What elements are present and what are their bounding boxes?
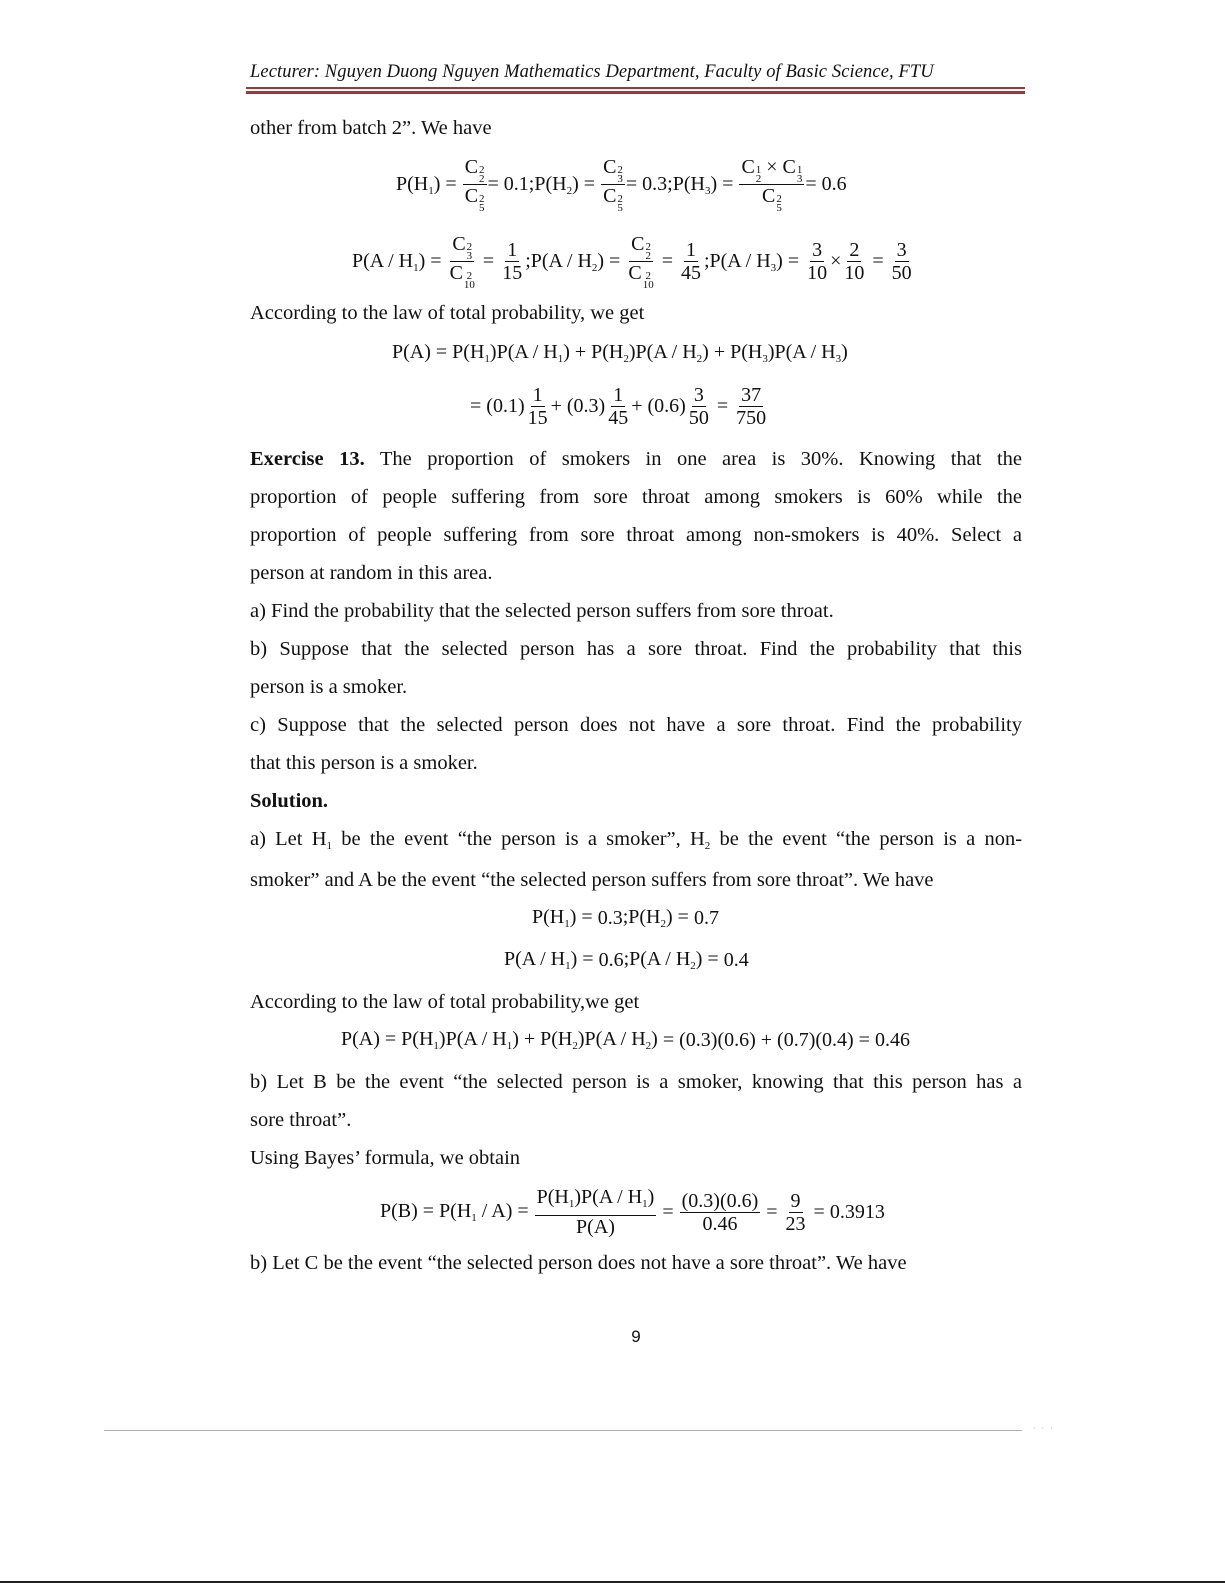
exercise-line-2: proportion of people suffering from sore throat among smokers is 60% while the <box>250 486 1022 508</box>
equation-conditionals-sore-throat: $P(A / H_1)$ = 0.6 ;P(A / $H_2$) = 0.4 <box>504 948 749 972</box>
law-total-probability-text: According to the law of total probability, we get <box>250 302 645 324</box>
question-c-line-1: c) Suppose that the selected person does not have a sore throat. Find the probability <box>250 714 1022 736</box>
bottom-border <box>0 1581 1225 1583</box>
equation-conditional-probabilities: $P(A / H_1)$ = C 2 3 C 2 10 = $\frac{1}{15}$ ;P(A / $H_2$) = C 2 2 C 2 10 = $\frac{1}{45}$ ;P(A / $H_3$) = $\frac{3}{10}$ × $\frac{2}{10}$ = $\frac{3}{50}$ <box>352 233 912 291</box>
solution-c-line: b) Let C be the event “the selected person does not have a sore throat”. We have <box>250 1252 907 1274</box>
exercise-line-3: proportion of people suffering from sore throat among non-smokers is 40%. Select a <box>250 524 1022 546</box>
solution-a-line-1: a) Let $H_1$ be the event “the person is a smoker”, $H_2$ be the event “the person is a non- <box>250 828 1023 852</box>
equation-total-probability-result: = (0.1) $\frac{1}{15}$ + (0.3) $\frac{1}{45}$ + (0.6) $\frac{3}{50}$ = $\frac{37}{750}$ <box>470 384 767 429</box>
intro-line: other from batch 2”. We have <box>250 117 492 139</box>
equation-prior-probabilities: $P(H_1)$ = C 2 2 C 2 5 = 0.1; $P(H_2)$ = C 2 3 C 2 5 = 0.3; $P(H_3)$ = C 1 2 × C 1 3 C 2 5 = 0.6 <box>396 156 847 214</box>
equation-bayes: $P(B) = P(H_1 / A)$ = $\frac{P(H_1)P(A / H_1)}{P(A)}$ = $\frac{(0.3)(0.6)}{0.46}$ = $\frac{9}{23}$ = 0.3913 <box>380 1186 885 1238</box>
footer-rule <box>104 1430 1022 1431</box>
equation-total-probability-2: $P(A) = P(H_1)P(A / H_1) + P(H_2)P(A / H_2)$ = (0.3)(0.6) + (0.7)(0.4) = 0.46 <box>341 1028 910 1052</box>
page-header: Lecturer: Nguyen Duong Nguyen Mathematics Department, Faculty of Basic Science, FTU <box>250 62 934 82</box>
exercise-line-1: Exercise 13. The proportion of smokers in one area is 30%. Knowing that the <box>250 448 1023 470</box>
footer-dots: ··· <box>1033 1424 1059 1433</box>
question-c-line-2: that this person is a smoker. <box>250 752 478 774</box>
exercise-title: Exercise 13. <box>250 448 365 470</box>
exercise-line-4: person at random in this area. <box>250 562 493 584</box>
solution-b-line-1: b) Let B be the event “the selected person is a smoker, knowing that this person has a <box>250 1071 1022 1093</box>
equation-priors-smokers: $P(H_1)$ = 0.3 $;P(H_2)$ = 0.7 <box>532 906 719 930</box>
question-b-line-1: b) Suppose that the selected person has a sore throat. Find the probability that this <box>250 638 1022 660</box>
header-rule-thick <box>246 91 1025 94</box>
page-number: 9 <box>631 1327 641 1346</box>
law-total-probability-text-2: According to the law of total probability,we get <box>250 991 640 1013</box>
solution-title: Solution. <box>250 790 329 812</box>
bayes-text: Using Bayes’ formula, we obtain <box>250 1147 521 1169</box>
question-a: a) Find the probability that the selected person suffers from sore throat. <box>250 600 834 622</box>
solution-a-line-2: smoker” and A be the event “the selected person suffers from sore throat”. We have <box>250 869 934 891</box>
equation-total-probability: $P(A) = P(H_1)P(A / H_1) + P(H_2)P(A / H_2) + P(H_3)P(A / H_3)$ <box>392 341 848 365</box>
solution-b-line-2: sore throat”. <box>250 1109 352 1131</box>
question-b-line-2: person is a smoker. <box>250 676 408 698</box>
header-rule-thin <box>246 87 1025 89</box>
